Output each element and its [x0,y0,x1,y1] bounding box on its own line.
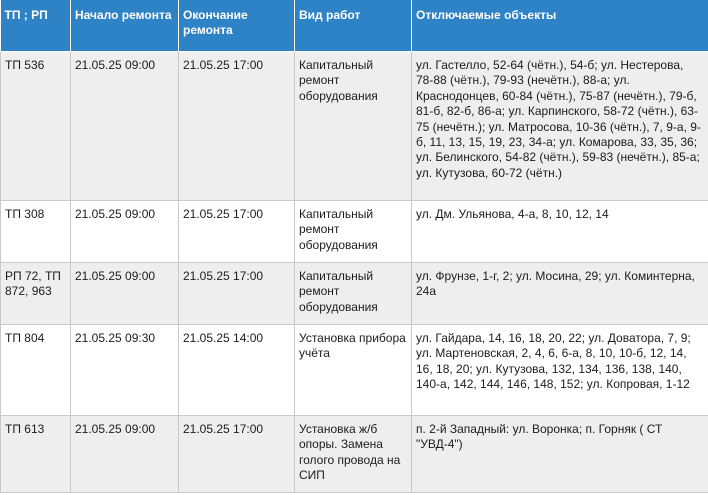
table-header-row [1,0,708,52]
cell-end: 21.05.25 14:00 [179,325,295,416]
header-work: Вид работ [295,0,412,52]
cell-tp: РП 72, ТП 872, 963 [1,263,71,325]
header-tp: ТП ; РП [1,0,71,52]
cell-start: 21.05.25 09:00 [71,416,179,493]
cell-start: 21.05.25 09:00 [71,201,179,263]
cell-end: 21.05.25 17:00 [179,52,295,201]
table-row [1,52,708,201]
cell-work: Установка прибора учёта [295,325,412,416]
cell-work: Установка ж/б опоры. Замена голого провода на СИП [295,416,412,493]
cell-work: Капитальный ремонт оборудования [295,201,412,263]
header-start: Начало ремонта [71,0,179,52]
cell-start: 21.05.25 09:00 [71,263,179,325]
cell-objects: ул. Дм. Ульянова, 4-а, 8, 10, 12, 14 [412,201,708,263]
cell-tp: ТП 308 [1,201,71,263]
cell-work: Капитальный ремонт оборудования [295,263,412,325]
cell-tp: ТП 536 [1,52,71,201]
cell-tp: ТП 613 [1,416,71,493]
cell-end: 21.05.25 17:00 [179,201,295,263]
cell-start: 21.05.25 09:00 [71,52,179,201]
header-end: Окончание ремонта [179,0,295,52]
cell-objects: ул. Гайдара, 14, 16, 18, 20, 22; ул. Доватора, 7, 9; ул. Мартеновская, 2, 4, 6, 6-а, 8, 10, 10-б, 12, 14, 16, 18, 20; ул. Кутузова, 132, 134, 136, 138, 140, 140-а, 142, 144, 146, 148, 152; ул. Копровая, 1-12 [412,325,708,416]
cell-work: Капитальный ремонт оборудования [295,52,412,201]
cell-objects: ул. Фрунзе, 1-г, 2; ул. Мосина, 29; ул. Коминтерна, 24а [412,263,708,325]
table-row [1,325,708,416]
table-row [1,263,708,325]
table-row [1,416,708,493]
cell-objects: п. 2-й Западный: ул. Воронка; п. Горняк ( СТ "УВД-4") [412,416,708,493]
cell-end: 21.05.25 17:00 [179,416,295,493]
cell-end: 21.05.25 17:00 [179,263,295,325]
table-row [1,201,708,263]
header-objects: Отключаемые объекты [412,0,708,52]
cell-start: 21.05.25 09:30 [71,325,179,416]
cell-tp: ТП 804 [1,325,71,416]
cell-objects: ул. Гастелло, 52-64 (чётн.), 54-б; ул. Нестерова, 78-88 (чётн.), 79-93 (нечётн.), 88-а; ул. Краснодонцев, 60-84 (чётн.), 75-87 (нечётн.), 79-б, 81-б, 82-б, 86-а; ул. Карпинского, 58-72 (чётн.), 63-75 (нечётн.); ул. Матросова, 10-36 (чётн.), 7, 9-а, 9-б, 11, 13, 15, 19, 23, 34-а; ул. Комарова, 33, 35, 36; ул. Белинского, 54-82 (чётн.), 59-83 (нечётн.), 85-а; ул. Кутузова, 60-72 (чётн.) [412,52,708,201]
